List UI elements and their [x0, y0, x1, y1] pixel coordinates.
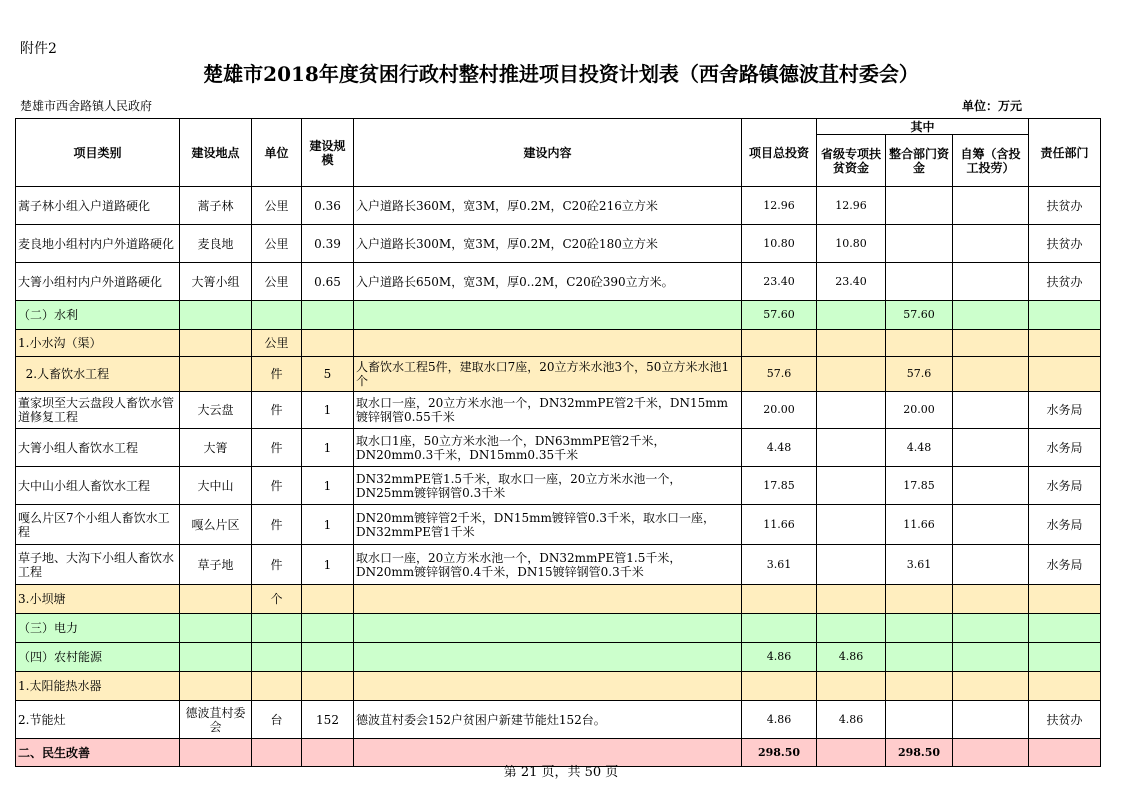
cell-self: [953, 263, 1029, 301]
cell-content: 入户道路长360M，宽3M，厚0.2M，C20砼216立方米: [354, 187, 742, 225]
cell-scale: [302, 330, 354, 357]
cell-unit: [252, 301, 302, 330]
cell-dept: 水务局: [1029, 505, 1101, 545]
cell-integrated: 57.60: [886, 301, 953, 330]
page-footer: 第 21 页，共 50 页: [503, 765, 619, 780]
cell-integrated: 298.50: [886, 739, 953, 767]
cell-location: 大云盘: [180, 392, 252, 429]
cell-location: 德波苴村委会: [180, 701, 252, 739]
cell-self: [953, 701, 1029, 739]
cell-provincial: [817, 585, 886, 614]
cell-location: 蒿子林: [180, 187, 252, 225]
cell-integrated: 57.6: [886, 357, 953, 392]
cell-location: 嘎么片区: [180, 505, 252, 545]
cell-content: DN20mm镀锌管2千米，DN15mm镀锌管0.3千米，取水口一座，DN32mmPE管1千米: [354, 505, 742, 545]
table-row: [16, 701, 1101, 739]
cell-self: [953, 330, 1029, 357]
cell-location: 大箐小组: [180, 263, 252, 301]
cell-content: [354, 614, 742, 643]
cell-unit: 件: [252, 357, 302, 392]
cell-content: 取水口一座，20立方米水池一个，DN32mmPE管1.5千米，DN20mm镀锌钢管0.4千米，DN15镀锌钢管0.3千米: [354, 545, 742, 585]
cell-total: [742, 672, 817, 701]
cell-dept: 扶贫办: [1029, 187, 1101, 225]
header-scale: 建设规模: [302, 119, 354, 187]
cell-integrated: 17.85: [886, 467, 953, 505]
cell-dept: [1029, 301, 1101, 330]
cell-dept: [1029, 585, 1101, 614]
cell-location: [180, 585, 252, 614]
cell-category: 草子地、大沟下小组人畜饮水工程: [16, 545, 180, 585]
cell-self: [953, 585, 1029, 614]
document-title: 楚雄市2018年度贫困行政村整村推进项目投资计划表（西舍路镇德波苴村委会）: [203, 62, 919, 86]
cell-content: 德波苴村委会152户贫困户新建节能灶152台。: [354, 701, 742, 739]
cell-category: 二、民生改善: [16, 739, 180, 767]
cell-category: （四）农村能源: [16, 643, 180, 672]
table-row: [16, 357, 1101, 392]
cell-integrated: 3.61: [886, 545, 953, 585]
cell-provincial: [817, 672, 886, 701]
cell-self: [953, 392, 1029, 429]
cell-location: [180, 672, 252, 701]
cell-content: 取水口一座，20立方米水池一个，DN32mmPE管2千米，DN15mm镀锌钢管0.55千米: [354, 392, 742, 429]
cell-total: 23.40: [742, 263, 817, 301]
cell-unit: 件: [252, 429, 302, 467]
cell-dept: [1029, 330, 1101, 357]
cell-scale: 152: [302, 701, 354, 739]
cell-content: 人畜饮水工程5件，建取水口7座，20立方米水池3个，50立方米水池1个: [354, 357, 742, 392]
cell-provincial: [817, 330, 886, 357]
cell-total: 4.86: [742, 643, 817, 672]
cell-category: 2.人畜饮水工程: [16, 357, 180, 392]
header-content: 建设内容: [354, 119, 742, 187]
cell-provincial: [817, 467, 886, 505]
cell-scale: 5: [302, 357, 354, 392]
cell-unit: 个: [252, 585, 302, 614]
cell-self: [953, 672, 1029, 701]
cell-dept: [1029, 357, 1101, 392]
table-row: [16, 585, 1101, 614]
table-row: [16, 467, 1101, 505]
cell-scale: 0.39: [302, 225, 354, 263]
cell-provincial: 23.40: [817, 263, 886, 301]
cell-dept: 扶贫办: [1029, 263, 1101, 301]
cell-provincial: [817, 392, 886, 429]
cell-dept: 水务局: [1029, 429, 1101, 467]
cell-unit: 件: [252, 505, 302, 545]
cell-total: 17.85: [742, 467, 817, 505]
cell-total: 12.96: [742, 187, 817, 225]
cell-location: 麦良地: [180, 225, 252, 263]
cell-content: [354, 672, 742, 701]
cell-integrated: [886, 187, 953, 225]
cell-content: [354, 301, 742, 330]
cell-integrated: [886, 672, 953, 701]
cell-scale: [302, 614, 354, 643]
cell-provincial: [817, 301, 886, 330]
cell-category: 董家坝至大云盘段人畜饮水管道修复工程: [16, 392, 180, 429]
cell-total: 57.6: [742, 357, 817, 392]
cell-total: [742, 614, 817, 643]
cell-category: 2.节能灶: [16, 701, 180, 739]
cell-provincial: [817, 429, 886, 467]
cell-content: [354, 643, 742, 672]
table-row: [16, 614, 1101, 643]
cell-provincial: 4.86: [817, 701, 886, 739]
cell-integrated: [886, 585, 953, 614]
cell-scale: 1: [302, 505, 354, 545]
cell-scale: [302, 301, 354, 330]
cell-dept: 扶贫办: [1029, 701, 1101, 739]
cell-location: [180, 301, 252, 330]
cell-content: DN32mmPE管1.5千米，取水口一座，20立方米水池一个，DN25mm镀锌钢管0.3千米: [354, 467, 742, 505]
cell-dept: 水务局: [1029, 392, 1101, 429]
table-row: [16, 263, 1101, 301]
cell-self: [953, 225, 1029, 263]
cell-integrated: 4.48: [886, 429, 953, 467]
table-row: [16, 225, 1101, 263]
cell-total: 298.50: [742, 739, 817, 767]
cell-category: 大箐小组人畜饮水工程: [16, 429, 180, 467]
cell-total: [742, 585, 817, 614]
table-row: [16, 187, 1101, 225]
table-row: [16, 505, 1101, 545]
cell-provincial: [817, 614, 886, 643]
header-provincial: 省级专项扶贫资金: [817, 135, 886, 187]
header-category: 项目类别: [16, 119, 180, 187]
cell-category: 1.太阳能热水器: [16, 672, 180, 701]
cell-location: [180, 330, 252, 357]
cell-content: [354, 330, 742, 357]
cell-self: [953, 614, 1029, 643]
cell-self: [953, 467, 1029, 505]
cell-unit: 件: [252, 545, 302, 585]
table-row: [16, 301, 1101, 330]
header-unit: 单位: [252, 119, 302, 187]
table-row: [16, 643, 1101, 672]
cell-integrated: [886, 701, 953, 739]
cell-self: [953, 545, 1029, 585]
cell-integrated: [886, 614, 953, 643]
cell-provincial: [817, 357, 886, 392]
cell-unit: 公里: [252, 330, 302, 357]
cell-scale: 0.65: [302, 263, 354, 301]
cell-total: [742, 330, 817, 357]
cell-scale: 1: [302, 429, 354, 467]
header-dept: 责任部门: [1029, 119, 1101, 187]
cell-scale: [302, 643, 354, 672]
cell-scale: [302, 585, 354, 614]
cell-scale: 0.36: [302, 187, 354, 225]
cell-total: 20.00: [742, 392, 817, 429]
cell-dept: 水务局: [1029, 467, 1101, 505]
cell-total: 10.80: [742, 225, 817, 263]
cell-category: 大箐小组村内户外道路硬化: [16, 263, 180, 301]
cell-provincial: 10.80: [817, 225, 886, 263]
table-row: [16, 330, 1101, 357]
cell-dept: [1029, 614, 1101, 643]
cell-total: 4.48: [742, 429, 817, 467]
cell-total: 11.66: [742, 505, 817, 545]
table-row: [16, 672, 1101, 701]
cell-integrated: 11.66: [886, 505, 953, 545]
cell-category: （三）电力: [16, 614, 180, 643]
attachment-label: 附件2: [20, 41, 57, 57]
cell-self: [953, 505, 1029, 545]
table-row: [16, 545, 1101, 585]
cell-dept: [1029, 643, 1101, 672]
cell-location: [180, 357, 252, 392]
cell-category: 麦良地小组村内户外道路硬化: [16, 225, 180, 263]
cell-location: 草子地: [180, 545, 252, 585]
cell-self: [953, 357, 1029, 392]
header-location: 建设地点: [180, 119, 252, 187]
cell-integrated: [886, 225, 953, 263]
cell-location: 大中山: [180, 467, 252, 505]
cell-category: 1.小水沟（渠）: [16, 330, 180, 357]
cell-integrated: [886, 643, 953, 672]
cell-location: [180, 643, 252, 672]
cell-unit: 公里: [252, 263, 302, 301]
header-integrated: 整合部门资金: [886, 135, 953, 187]
cell-unit: 公里: [252, 187, 302, 225]
cell-self: [953, 301, 1029, 330]
cell-dept: 扶贫办: [1029, 225, 1101, 263]
cell-self: [953, 429, 1029, 467]
cell-total: 3.61: [742, 545, 817, 585]
cell-self: [953, 643, 1029, 672]
cell-content: 入户道路长300M，宽3M，厚0.2M，C20砼180立方米: [354, 225, 742, 263]
cell-integrated: [886, 263, 953, 301]
cell-provincial: 12.96: [817, 187, 886, 225]
cell-unit: 台: [252, 701, 302, 739]
cell-total: 4.86: [742, 701, 817, 739]
cell-scale: 1: [302, 467, 354, 505]
cell-unit: [252, 614, 302, 643]
investment-plan-table: [15, 118, 1101, 767]
header-of-which: 其中: [817, 119, 1029, 135]
cell-category: 3.小坝塘: [16, 585, 180, 614]
cell-integrated: [886, 330, 953, 357]
cell-content: [354, 585, 742, 614]
cell-total: 57.60: [742, 301, 817, 330]
unit-label: 单位：万元: [962, 99, 1023, 113]
cell-unit: 件: [252, 467, 302, 505]
cell-provincial: [817, 505, 886, 545]
cell-category: 蒿子林小组入户道路硬化: [16, 187, 180, 225]
table-row: [16, 429, 1101, 467]
cell-dept: [1029, 672, 1101, 701]
cell-unit: [252, 643, 302, 672]
cell-location: 大箐: [180, 429, 252, 467]
cell-dept: 水务局: [1029, 545, 1101, 585]
header-self: 自筹（含投工投劳）: [953, 135, 1029, 187]
cell-unit: 公里: [252, 225, 302, 263]
cell-provincial: [817, 545, 886, 585]
cell-scale: 1: [302, 392, 354, 429]
cell-category: （二）水利: [16, 301, 180, 330]
cell-category: 嘎么片区7个小组人畜饮水工程: [16, 505, 180, 545]
cell-location: [180, 614, 252, 643]
cell-unit: [252, 672, 302, 701]
cell-content: 取水口1座，50立方米水池一个，DN63mmPE管2千米，DN20mm0.3千米，DN15mm0.35千米: [354, 429, 742, 467]
cell-self: [953, 187, 1029, 225]
cell-scale: [302, 672, 354, 701]
table-row: [16, 392, 1101, 429]
cell-provincial: 4.86: [817, 643, 886, 672]
organization-name: 楚雄市西舍路镇人民政府: [20, 99, 153, 113]
cell-integrated: 20.00: [886, 392, 953, 429]
cell-scale: 1: [302, 545, 354, 585]
cell-content: 入户道路长650M，宽3M，厚0..2M，C20砼390立方米。: [354, 263, 742, 301]
header-total: 项目总投资: [742, 119, 817, 187]
cell-unit: 件: [252, 392, 302, 429]
cell-category: 大中山小组人畜饮水工程: [16, 467, 180, 505]
